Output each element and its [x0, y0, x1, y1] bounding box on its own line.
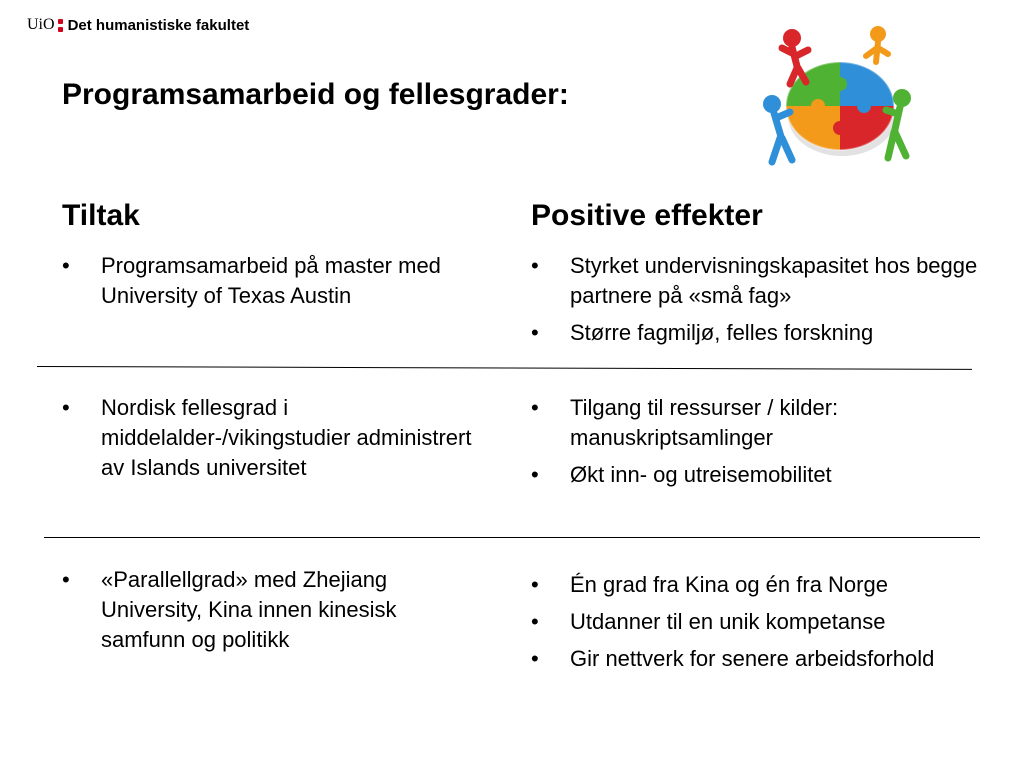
effekter-list-3 [531, 570, 1001, 681]
tiltak-item: • «Parallellgrad» med Zhejiang University, Kina innen kinesisk samfunn og politikk [62, 565, 472, 655]
tiltak-list-3 [62, 565, 472, 662]
row-divider-1 [37, 366, 972, 370]
effekt-item: • Større fagmiljø, felles forskning [531, 318, 1001, 348]
tiltak-item: • Programsamarbeid på master med University of Texas Austin [62, 251, 472, 311]
slide-title: Programsamarbeid og fellesgrader: [62, 78, 569, 111]
effekt-item: • Gir nettverk for senere arbeidsforhold [531, 644, 1001, 674]
uio-logo-dots [58, 19, 63, 32]
uio-logo-text: UiO [27, 16, 55, 33]
effekt-item: • Utdanner til en unik kompetanse [531, 607, 1001, 637]
row-divider-2 [44, 537, 980, 538]
effekt-item: • Økt inn- og utreisemobilitet [531, 460, 1001, 490]
effekter-list-2 [531, 393, 1001, 497]
faculty-name: Det humanistiske fakultet [67, 16, 250, 34]
faculty-header [27, 16, 249, 34]
tiltak-list-1 [62, 251, 472, 318]
effekter-list-1 [531, 251, 1001, 355]
effekt-item: • Tilgang til ressurser / kilder: manuskriptsamlinger [531, 393, 1001, 453]
puzzle-team-icon [760, 22, 920, 174]
tiltak-list-2 [62, 393, 472, 490]
effekt-item: • Én grad fra Kina og én fra Norge [531, 570, 1001, 600]
effekt-item: • Styrket undervisningskapasitet hos begge partnere på «små fag» [531, 251, 1001, 311]
column-heading-tiltak: Tiltak [62, 199, 140, 232]
column-heading-positive-effekter: Positive effekter [531, 199, 763, 232]
tiltak-item: • Nordisk fellesgrad i middelalder-/vikingstudier administrert av Islands universitet [62, 393, 472, 483]
